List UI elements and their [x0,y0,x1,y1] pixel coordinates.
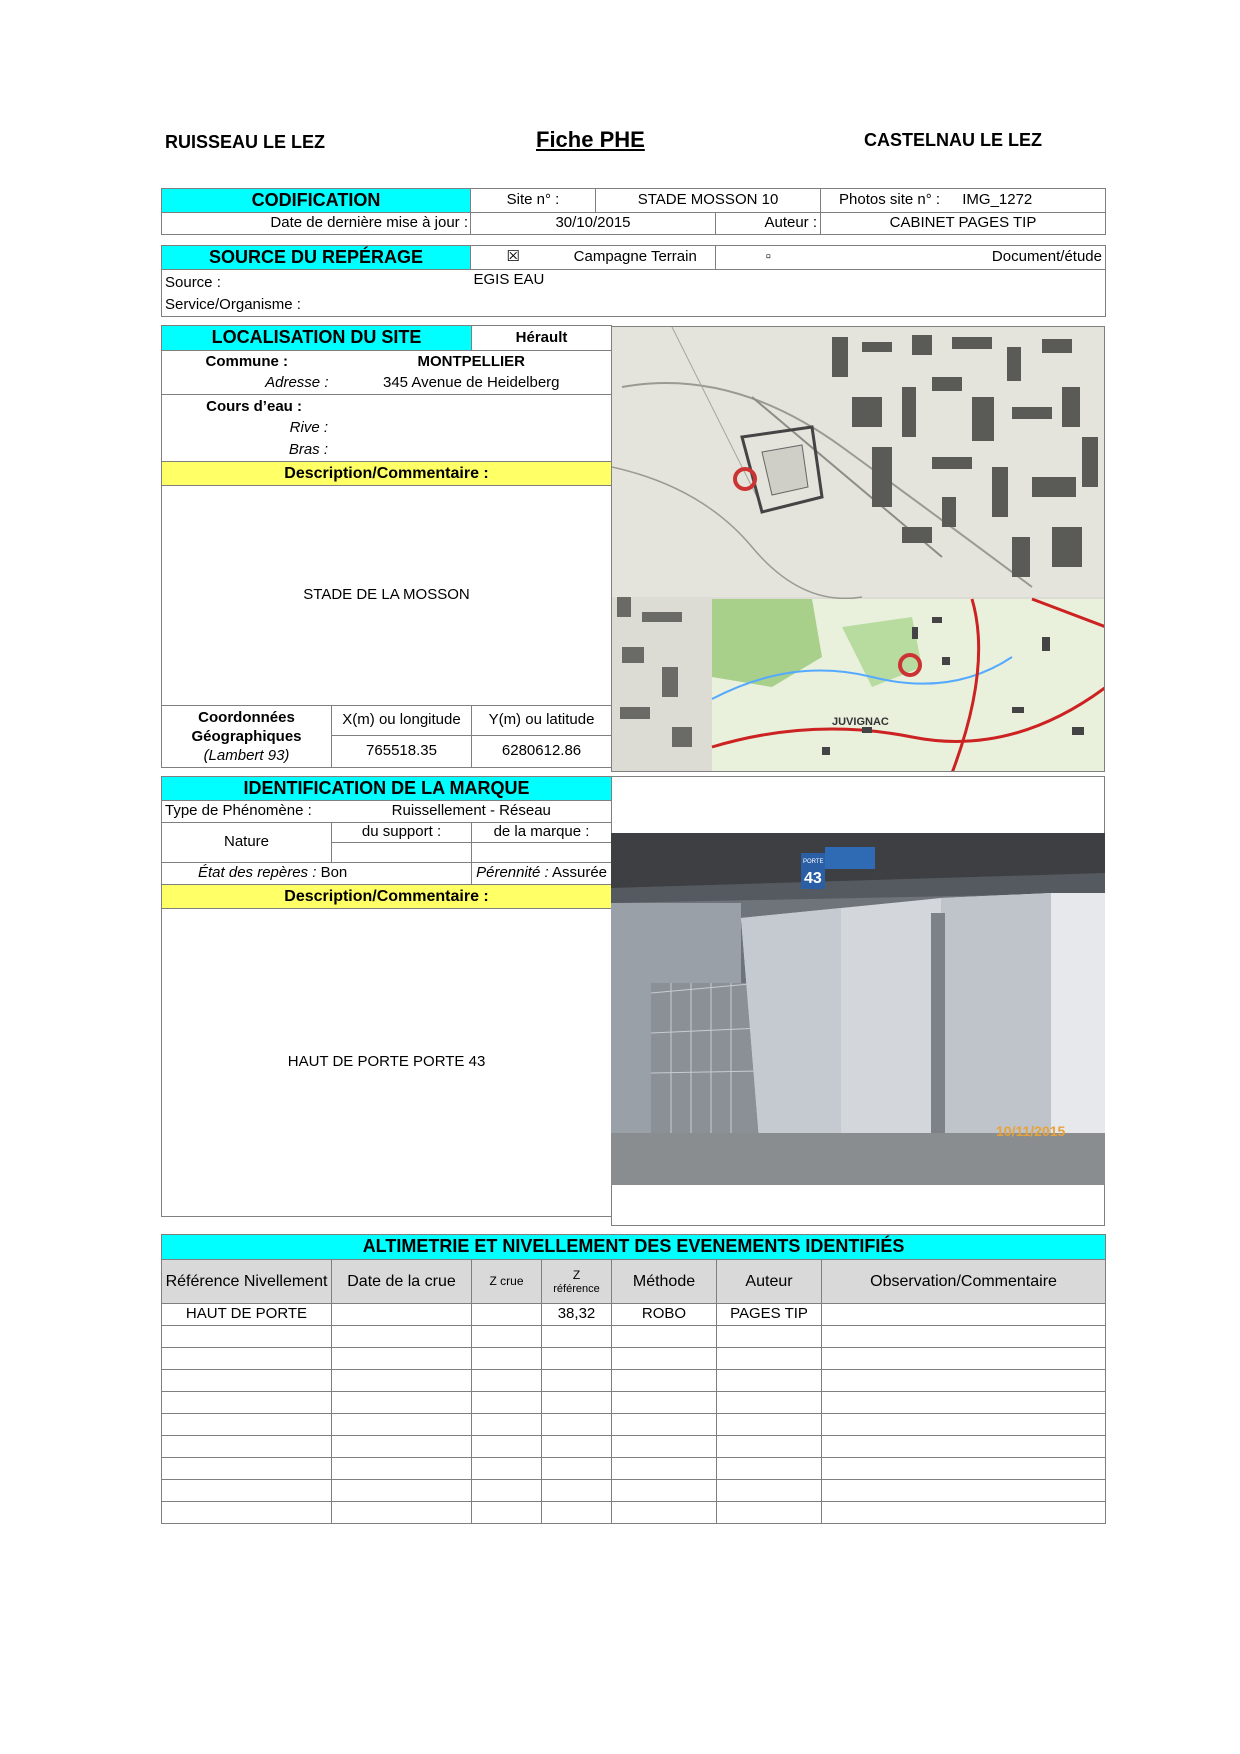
row-observation [822,1304,1106,1326]
bras-label: Bras : [288,441,328,458]
photos-cell [821,189,1106,213]
service-label: Service/Organisme : [165,296,301,313]
perennite-cell [472,863,612,885]
topo-inset [712,599,1105,772]
source-labels [162,270,471,317]
table-row [162,1348,1106,1370]
table-row [162,1480,1106,1502]
checkbox-terrain-icon[interactable]: ☒ [471,246,556,270]
cours-eau-label: Cours d’eau : [206,398,302,415]
author-value: CABINET PAGES TIP [821,213,1106,235]
perennite-label: Pérennité : [476,864,549,882]
coord-label-1: Coordonnées [198,709,295,726]
localisation-desc-heading: Description/Commentaire : [162,462,612,486]
row-ref: HAUT DE PORTE [162,1304,332,1326]
etat-value: Bon [320,864,348,882]
coord-label [162,706,332,768]
col-auteur: Auteur [717,1260,822,1304]
photo-date-stamp: 10/11/2015 [996,1123,1066,1139]
identification-desc-heading: Description/Commentaire : [162,885,612,909]
x-label: X(m) ou longitude [332,706,472,736]
source-table [161,245,1106,317]
col-methode: Méthode [612,1260,717,1304]
row-date [332,1304,472,1326]
site-label: Site n° : [471,189,596,213]
author-label: Auteur : [716,213,821,235]
site-value: STADE MOSSON 10 [596,189,821,213]
col-observation: Observation/Commentaire [822,1260,1106,1304]
col-zref-1: Z [572,1267,581,1282]
photo-image [611,833,1105,1185]
checkbox-document-icon[interactable]: ▫ [716,246,821,270]
support-value [332,843,472,863]
col-ref: Référence Nivellement [162,1260,332,1304]
page-title: Fiche PHE [536,127,645,152]
localisation-heading: LOCALISATION DU SITE [162,326,472,351]
etat-cell [162,863,472,885]
commune-label: Commune : [162,351,332,373]
photos-label: Photos site n° : [839,191,941,209]
date-label: Date de dernière mise à jour : [162,213,471,235]
table-row [162,1414,1106,1436]
date-value: 30/10/2015 [471,213,716,235]
codification-table [161,188,1106,235]
localisation-description: STADE DE LA MOSSON [162,486,612,706]
col-zref-2: référence [553,1282,600,1295]
commune-value: MONTPELLIER [332,351,612,373]
adresse-value: 345 Avenue de Heidelberg [332,373,612,395]
table-row [162,1326,1106,1348]
coord-label-2: Géographiques [191,728,302,745]
table-row [162,1458,1106,1480]
photo-porte-label: PORTE [803,859,824,865]
type-label: Type de Phénomène : [162,801,332,823]
departement: Hérault [472,326,612,351]
source-heading: SOURCE DU REPÉRAGE [162,246,471,270]
photo-porte-number: 43 [804,870,822,887]
codification-heading: CODIFICATION [162,189,471,213]
row-methode: ROBO [612,1304,717,1326]
col-zcrue: Z crue [472,1260,542,1304]
altimetrie-table [161,1234,1106,1524]
marque-value [472,843,612,863]
source-value: EGIS EAU [471,270,1106,317]
row-auteur: PAGES TIP [717,1304,822,1326]
identification-heading: IDENTIFICATION DE LA MARQUE [162,777,612,801]
localisation-table [161,325,612,768]
identification-table [161,776,612,1217]
support-label: du support : [332,823,472,843]
marque-label: de la marque : [472,823,612,843]
photos-value: IMG_1272 [962,191,1033,209]
perennite-value: Assurée [552,864,608,882]
table-row [162,1436,1106,1458]
y-label: Y(m) ou latitude [472,706,612,736]
y-value: 6280612.86 [472,736,612,768]
document-etude-label: Document/étude [821,246,1106,270]
river-name: RUISSEAU LE LEZ [165,132,326,152]
row-zref: 38,32 [542,1304,612,1326]
etat-label: État des repères : [198,864,317,882]
adresse-label: Adresse : [162,373,332,395]
table-row [162,1304,1106,1326]
site-map [611,326,1105,772]
identification-description: HAUT DE PORTE PORTE 43 [162,909,612,1217]
table-row [162,1392,1106,1414]
map-label: JUVIGNAC [832,716,889,728]
campagne-terrain-label: Campagne Terrain [556,246,716,270]
col-zref [542,1260,612,1304]
type-value: Ruissellement - Réseau [332,801,612,823]
col-date: Date de la crue [332,1260,472,1304]
source-label: Source : [165,274,221,291]
table-row [162,1370,1106,1392]
rive-label: Rive : [289,419,328,436]
map-image [612,327,1105,772]
site-photo [611,833,1105,1185]
altimetrie-heading: ALTIMETRIE ET NIVELLEMENT DES EVENEMENTS IDENTIFIÉS [162,1235,1106,1260]
x-value: 765518.35 [332,736,472,768]
coord-label-3: (Lambert 93) [203,747,290,764]
table-row [162,1502,1106,1524]
commune-name: CASTELNAU LE LEZ [864,130,1042,150]
cours-eau-cell [162,395,612,462]
nature-label: Nature [162,823,332,863]
row-zcrue [472,1304,542,1326]
